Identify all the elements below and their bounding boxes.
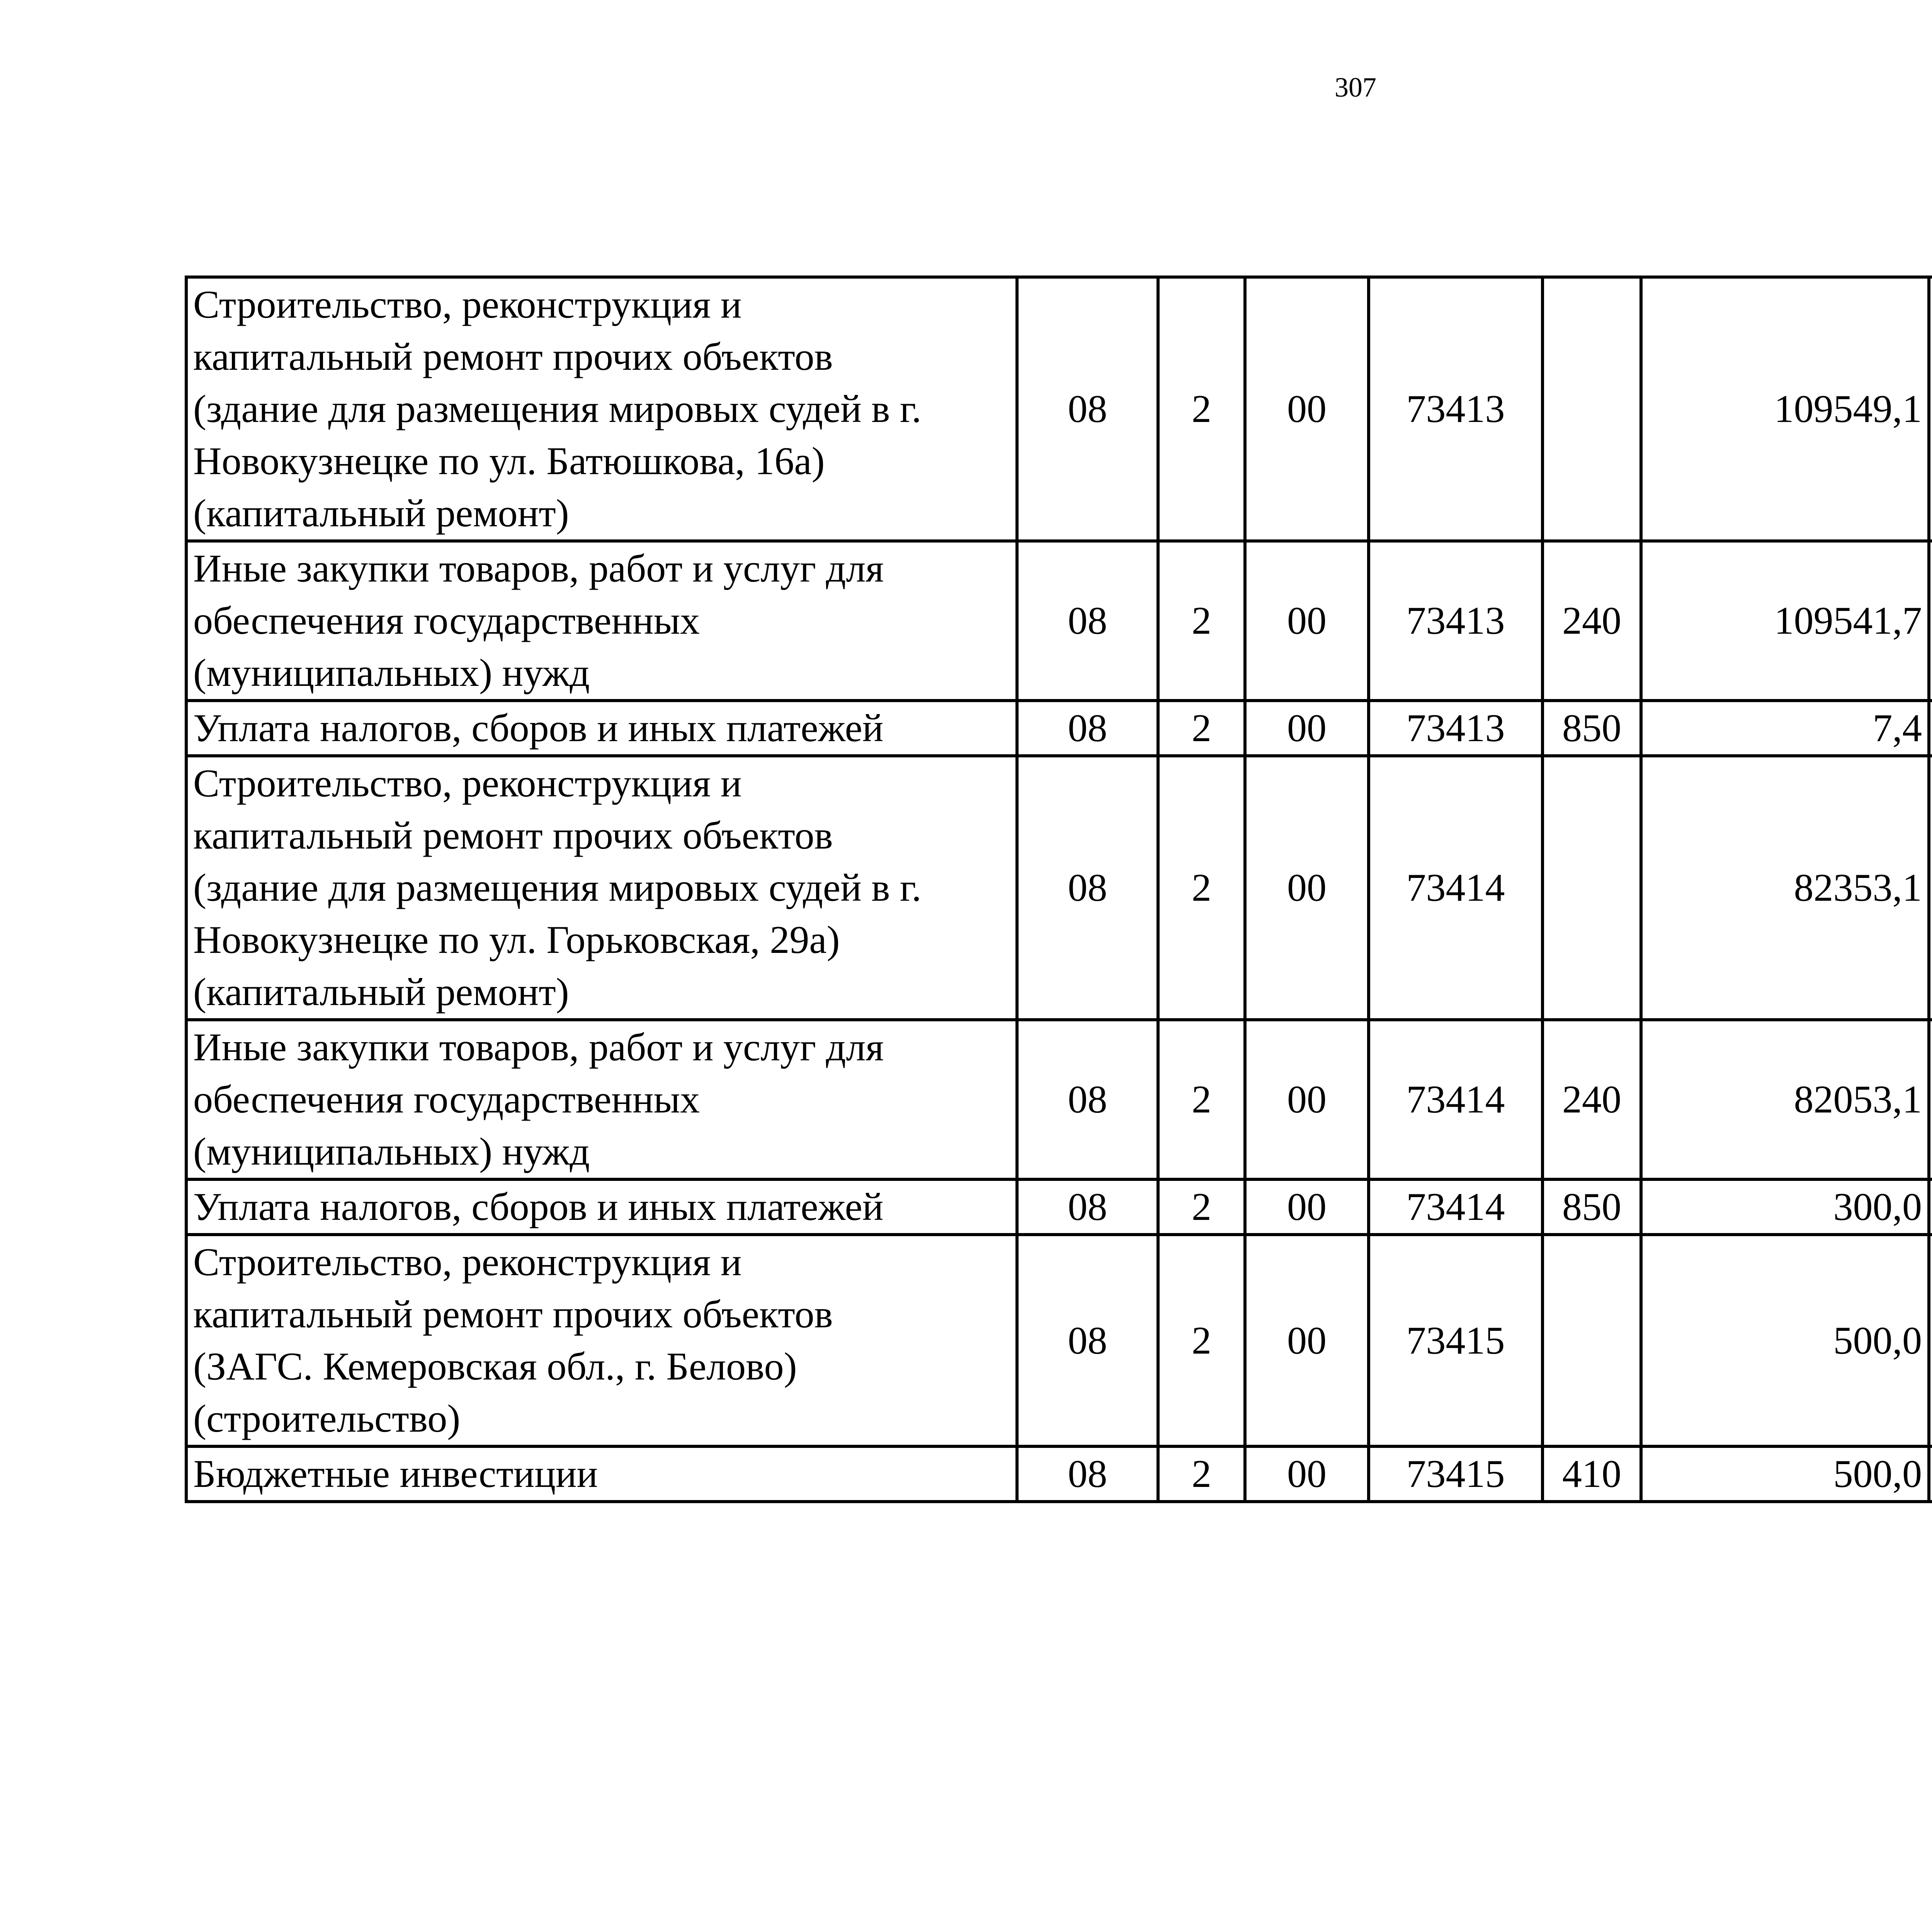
program-code-cell: 2 — [1158, 1446, 1245, 1502]
empty-amount-cell — [1929, 1446, 1932, 1502]
section-code-cell: 08 — [1017, 1446, 1158, 1502]
amount-cell: 109541,7 — [1641, 541, 1929, 701]
item-name-line: обеспечения государственных — [193, 599, 700, 643]
program-code-cell: 2 — [1158, 541, 1245, 701]
section-code-cell: 08 — [1017, 756, 1158, 1020]
item-name-line: Бюджетные инвестиции — [193, 1452, 598, 1496]
direction-code-cell: 73414 — [1369, 1020, 1543, 1179]
item-name-cell — [186, 756, 1017, 1020]
item-name-line: Строительство, реконструкция и — [193, 1240, 742, 1284]
item-name-line: Уплата налогов, сборов и иных платежей — [193, 1185, 884, 1229]
section-code-cell: 08 — [1017, 1235, 1158, 1446]
direction-code-cell: 73413 — [1369, 541, 1543, 701]
subprogram-code-cell: 00 — [1245, 701, 1369, 756]
expense-type-cell — [1543, 277, 1641, 541]
page-number: 307 — [1335, 72, 1376, 103]
empty-amount-cell — [1929, 1179, 1932, 1235]
subprogram-code-cell: 00 — [1245, 1446, 1369, 1502]
item-name-line: обеспечения государственных — [193, 1078, 700, 1121]
subprogram-code-cell: 00 — [1245, 1179, 1369, 1235]
subprogram-code-cell: 00 — [1245, 1020, 1369, 1179]
direction-code-cell: 73414 — [1369, 756, 1543, 1020]
program-code-cell: 2 — [1158, 701, 1245, 756]
item-name-line: Иные закупки товаров, работ и услуг для — [193, 547, 884, 590]
subprogram-code-cell: 00 — [1245, 756, 1369, 1020]
empty-amount-cell — [1929, 1020, 1932, 1179]
item-name-cell — [186, 541, 1017, 701]
item-name-cell — [186, 1179, 1017, 1235]
item-name-line: Уплата налогов, сборов и иных платежей — [193, 706, 884, 750]
direction-code-cell: 73415 — [1369, 1446, 1543, 1502]
subprogram-code-cell: 00 — [1245, 541, 1369, 701]
program-code-cell: 2 — [1158, 1235, 1245, 1446]
item-name-line: (здание для размещения мировых судей в г. — [193, 866, 922, 910]
table-row — [186, 1446, 1932, 1502]
item-name-line: (ЗАГС. Кемеровская обл., г. Белово) — [193, 1345, 797, 1388]
table-row — [186, 1020, 1932, 1179]
expense-type-cell: 850 — [1543, 701, 1641, 756]
empty-amount-cell — [1929, 541, 1932, 701]
subprogram-code-cell: 00 — [1245, 1235, 1369, 1446]
budget-table — [185, 276, 1932, 1503]
section-code-cell: 08 — [1017, 1020, 1158, 1179]
item-name-line: (строительство) — [193, 1397, 461, 1441]
item-name-cell — [186, 1020, 1017, 1179]
table-row — [186, 756, 1932, 1020]
empty-amount-cell — [1929, 756, 1932, 1020]
item-name-line: Новокузнецке по ул. Горьковская, 29а) — [193, 918, 840, 962]
expense-type-cell — [1543, 756, 1641, 1020]
item-name-line: (здание для размещения мировых судей в г. — [193, 387, 922, 431]
item-name-line: Иные закупки товаров, работ и услуг для — [193, 1026, 884, 1069]
item-name-line: Строительство, реконструкция и — [193, 283, 742, 327]
amount-cell: 300,0 — [1641, 1179, 1929, 1235]
item-name-line: (муниципальных) нужд — [193, 1130, 590, 1174]
expense-type-cell: 240 — [1543, 1020, 1641, 1179]
table-row — [186, 1179, 1932, 1235]
table-row — [186, 701, 1932, 756]
item-name-cell — [186, 1446, 1017, 1502]
amount-cell: 7,4 — [1641, 701, 1929, 756]
item-name-cell — [186, 701, 1017, 756]
amount-cell: 500,0 — [1641, 1446, 1929, 1502]
item-name-line: капитальный ремонт прочих объектов — [193, 335, 833, 379]
program-code-cell: 2 — [1158, 756, 1245, 1020]
item-name-line: (капитальный ремонт) — [193, 492, 569, 535]
program-code-cell: 2 — [1158, 277, 1245, 541]
item-name-line: Строительство, реконструкция и — [193, 762, 742, 805]
section-code-cell: 08 — [1017, 1179, 1158, 1235]
amount-cell: 82353,1 — [1641, 756, 1929, 1020]
table-row — [186, 541, 1932, 701]
expense-type-cell — [1543, 1235, 1641, 1446]
item-name-line: капитальный ремонт прочих объектов — [193, 1293, 833, 1336]
amount-cell: 82053,1 — [1641, 1020, 1929, 1179]
item-name-line: (муниципальных) нужд — [193, 651, 590, 695]
subprogram-code-cell: 00 — [1245, 277, 1369, 541]
item-name-line: (капитальный ремонт) — [193, 970, 569, 1014]
expense-type-cell: 410 — [1543, 1446, 1641, 1502]
budget-table-body — [186, 277, 1932, 1502]
item-name-line: капитальный ремонт прочих объектов — [193, 814, 833, 857]
item-name-cell — [186, 1235, 1017, 1446]
item-name-line: Новокузнецке по ул. Батюшкова, 16а) — [193, 439, 825, 483]
section-code-cell: 08 — [1017, 277, 1158, 541]
item-name-cell — [186, 277, 1017, 541]
direction-code-cell: 73415 — [1369, 1235, 1543, 1446]
empty-amount-cell — [1929, 277, 1932, 541]
expense-type-cell: 850 — [1543, 1179, 1641, 1235]
direction-code-cell: 73413 — [1369, 277, 1543, 541]
direction-code-cell: 73413 — [1369, 701, 1543, 756]
table-row — [186, 1235, 1932, 1446]
section-code-cell: 08 — [1017, 701, 1158, 756]
direction-code-cell: 73414 — [1369, 1179, 1543, 1235]
empty-amount-cell — [1929, 1235, 1932, 1446]
section-code-cell: 08 — [1017, 541, 1158, 701]
program-code-cell: 2 — [1158, 1179, 1245, 1235]
expense-type-cell: 240 — [1543, 541, 1641, 701]
empty-amount-cell — [1929, 701, 1932, 756]
amount-cell: 109549,1 — [1641, 277, 1929, 541]
table-row — [186, 277, 1932, 541]
amount-cell: 500,0 — [1641, 1235, 1929, 1446]
program-code-cell: 2 — [1158, 1020, 1245, 1179]
